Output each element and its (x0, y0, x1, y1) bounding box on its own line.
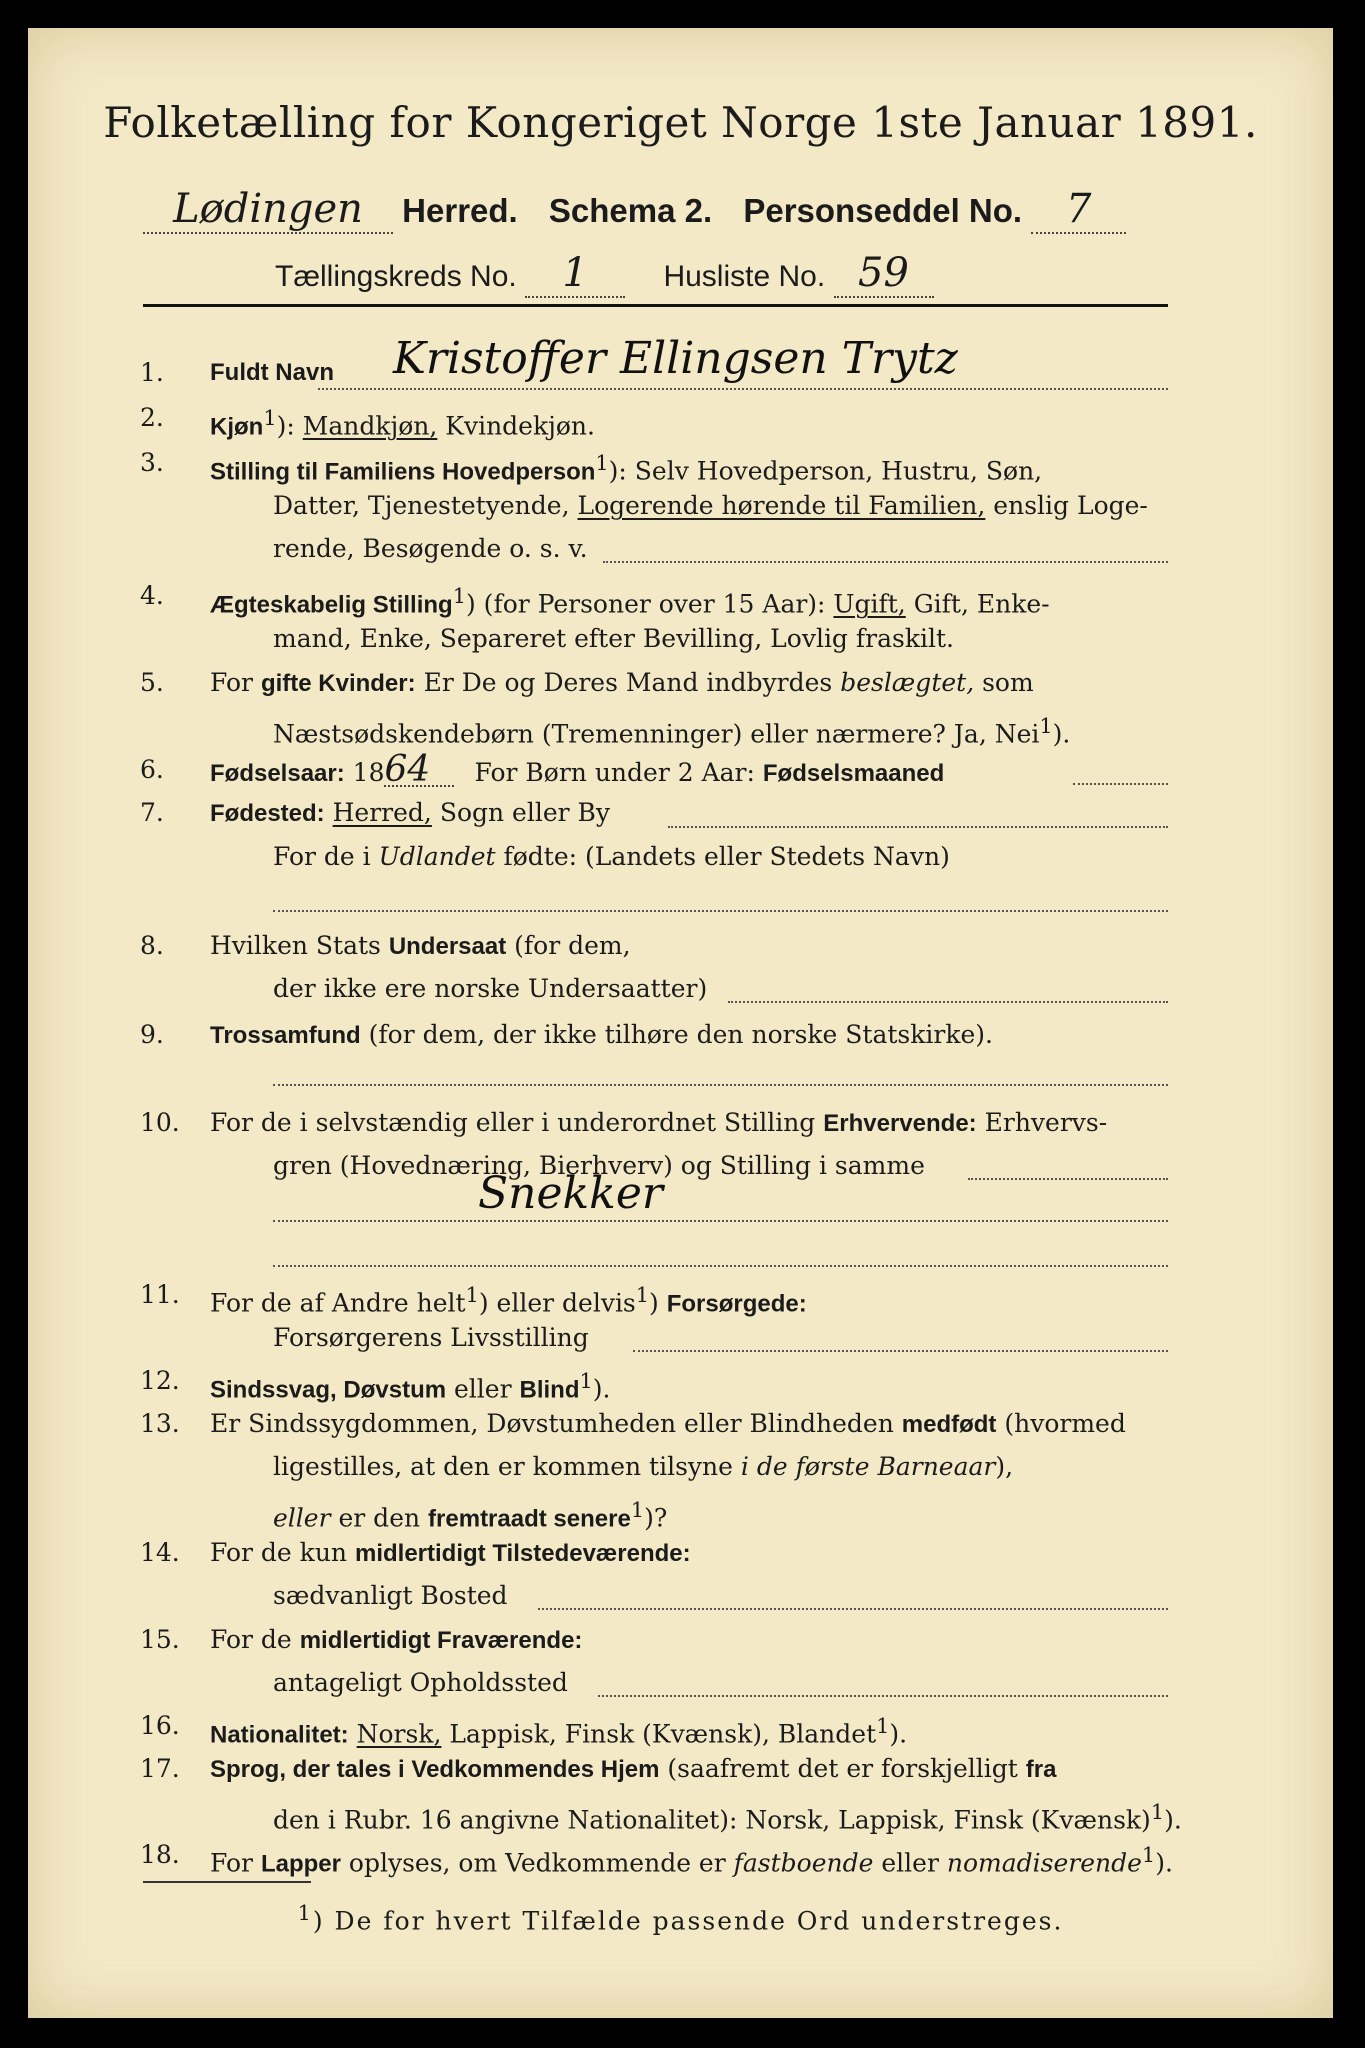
item-number: 11. (140, 1280, 180, 1309)
congenital-question-3: er den (330, 1503, 429, 1533)
provider-question: Forsørgerens Livsstilling (273, 1323, 589, 1352)
item-number: 3. (140, 448, 164, 477)
birth-year-prefix: 18 (344, 758, 385, 787)
marital-status-options-2: mand, Enke, Separeret efter Bevilling, Lovlig fraskilt. (273, 624, 954, 653)
married-women-question: Er De og Deres Mand indbyrdes (415, 668, 841, 697)
disability-label: Sindssvag, Døvstum (210, 1376, 447, 1404)
punct: )? (644, 1503, 668, 1533)
marital-status-selected: Ugift, (833, 589, 906, 619)
congenital-question-2: ligestilles, at den er kommen tilsyne (273, 1452, 741, 1481)
punct: ). (1052, 719, 1071, 749)
form-title: Folketælling for Kongeriget Norge 1ste Januar 1891. (103, 98, 1258, 147)
abroad-line (273, 910, 1168, 912)
disability-mid: eller (446, 1374, 520, 1404)
birthplace-line (668, 826, 1168, 828)
supported-mid: ) eller delvis (478, 1288, 636, 1318)
family-position-label: Stilling til Familiens Hovedperson (210, 458, 596, 486)
item-number: 12. (140, 1366, 180, 1395)
abroad-italic: Udlandet (378, 842, 496, 871)
birth-month-question: For Børn under 2 Aar: (474, 758, 763, 787)
footnote-mark: 1 (297, 1901, 313, 1925)
married-women-question-end: som (974, 668, 1034, 697)
item-number: 2. (140, 403, 164, 432)
full-name-value: Kristoffer Ellingsen Trytz (393, 333, 958, 384)
footnote-ref: 1 (876, 1714, 890, 1738)
birth-year-label: Fødselsaar: (210, 760, 345, 787)
item-number: 7. (140, 798, 164, 827)
footnote (28, 1901, 1333, 1935)
item-number: 13. (140, 1409, 180, 1438)
item-number: 4. (140, 581, 164, 610)
temp-absent-label: midlertidigt Fraværende: (299, 1627, 583, 1654)
congenital-prefix: Er Sindssygdommen, Døvstumheden eller Blindheden (210, 1409, 902, 1438)
married-women-prefix: For (210, 668, 261, 697)
footnote-ref: 1 (465, 1283, 479, 1307)
birth-month-label: Fødselsmaaned (762, 760, 945, 787)
usual-residence-line (538, 1608, 1168, 1610)
religion-label: Trossamfund (210, 1022, 361, 1049)
supported-sep: ) (649, 1288, 667, 1318)
item-number: 6. (140, 755, 164, 784)
family-position-options-3: rende, Besøgende o. s. v. (273, 534, 588, 563)
later-onset-label: fremtraadt senere (428, 1505, 631, 1533)
language-fra: fra (1025, 1756, 1057, 1783)
whereabouts-line (598, 1695, 1168, 1697)
punct: ). (889, 1719, 908, 1749)
birth-month-line (1073, 783, 1168, 785)
temp-present-prefix: For de kun (210, 1538, 355, 1567)
nationality-selected: Norsk, (356, 1719, 442, 1749)
footnote-text: ) De for hvert Tilfælde passende Ord understreges. (312, 1906, 1064, 1936)
item-number: 15. (140, 1625, 180, 1654)
family-position-options-1: ): Selv Hovedperson, Hustru, Søn, (608, 456, 1043, 486)
census-form-sheet (28, 28, 1333, 2018)
sami-question: oplyses, om Vedkommende er (340, 1848, 734, 1878)
item-number: 1. (140, 358, 164, 387)
footnote-rule (143, 1881, 311, 1883)
married-women-label: gifte Kvinder: (260, 670, 416, 697)
footnote-ref: 1 (263, 406, 277, 430)
subject-question: (for dem, (506, 931, 631, 960)
congenital-question: (hvormed (996, 1409, 1126, 1438)
abroad-question: fødte: (Landets eller Stedets Navn) (495, 842, 950, 871)
item-number: 17. (140, 1754, 180, 1783)
family-position-options-2a: Datter, Tjenestetyende, (273, 491, 578, 520)
full-name-label: Fuldt Navn (210, 359, 334, 386)
footnote-ref: 1 (452, 584, 466, 608)
full-name-line (318, 388, 1168, 390)
occupation-prefix: For de i selvstændig eller i underordnet Stilling (210, 1108, 824, 1137)
punct: ). (592, 1374, 611, 1404)
nationality-options: Lappisk, Finsk (Kvænsk), Blandet (441, 1719, 877, 1749)
birthplace-label: Fødested: (210, 800, 325, 827)
sami-prefix: For (210, 1848, 261, 1878)
occupation-line-2 (273, 1220, 1168, 1222)
marital-status-options: Gift, Enke- (905, 589, 1050, 619)
footnote-ref: 1 (579, 1369, 593, 1393)
personseddel-label: Personseddel No. (743, 192, 1023, 229)
punct: ). (1164, 1805, 1182, 1835)
supported-prefix: For de af Andre helt (210, 1288, 466, 1318)
subject-prefix: Hvilken Stats (210, 931, 389, 960)
whereabouts-question: antageligt Opholdssted (273, 1668, 568, 1697)
nationality-label: Nationalitet: (210, 1721, 349, 1749)
congenital-label: medfødt (901, 1411, 997, 1438)
taellingskreds-line (275, 250, 934, 298)
item-number: 16. (140, 1711, 180, 1740)
provider-line (633, 1350, 1168, 1352)
item-number: 10. (140, 1108, 180, 1137)
religion-question: (for dem, der ikke tilhøre den norske Statskirke). (360, 1020, 993, 1049)
footnote-ref: 1 (1141, 1843, 1156, 1867)
header-rule (143, 304, 1168, 307)
sami-settled: fastboende (733, 1848, 874, 1878)
family-position-selected: Logerende hørende til Familien, (577, 491, 986, 520)
punct: ), (995, 1452, 1014, 1481)
birth-year-value: 64 (384, 755, 454, 787)
schema-label: Schema 2. (548, 192, 713, 229)
taellingskreds-label: Tællingskreds No. (275, 260, 517, 293)
footnote-ref: 1 (1039, 714, 1053, 738)
religion-line (273, 1084, 1168, 1086)
sex-sep: ): (276, 411, 303, 441)
herred-value: Lødingen (143, 186, 393, 234)
footnote-ref: 1 (1150, 1800, 1165, 1824)
item-number: 8. (140, 931, 164, 960)
item-number: 9. (140, 1020, 164, 1049)
husliste-label: Husliste No. (663, 260, 826, 293)
blind-label: Blind (519, 1376, 580, 1404)
occupation-label: Erhvervende: (823, 1110, 977, 1137)
punct: ). (1155, 1848, 1173, 1878)
birthplace-selected: Herred, (332, 798, 432, 827)
congenital-eller: eller (273, 1503, 331, 1533)
item-number: 5. (140, 668, 164, 697)
item-number: 18. (140, 1840, 180, 1869)
congenital-italic: i de første Barneaar (740, 1452, 996, 1481)
marital-status-label: Ægteskabelig Stilling (210, 591, 453, 619)
sex-label: Kjøn (210, 413, 264, 441)
husliste-value: 59 (834, 250, 934, 298)
married-women-question-2: Næstsødskendebørn (Tremenninger) eller nærmere? Ja, Nei (273, 719, 1040, 749)
herred-label: Herred. (402, 192, 518, 229)
abroad-prefix: For de i (273, 842, 379, 871)
language-label: Sprog, der tales i Vedkommendes Hjem (210, 1756, 660, 1783)
subject-question-2: der ikke ere norske Undersaatter) (273, 974, 708, 1003)
subject-label: Undersaat (388, 933, 507, 960)
temp-present-label: midlertidigt Tilstedeværende: (354, 1540, 691, 1567)
footnote-ref: 1 (630, 1498, 645, 1522)
footnote-ref: 1 (595, 451, 609, 475)
occupation-question: Erhvervs- (976, 1108, 1108, 1137)
occupation-line-1 (968, 1178, 1168, 1180)
language-options: den i Rubr. 16 angivne Nationalitet): Norsk, Lappisk, Finsk (Kvænsk) (273, 1805, 1151, 1835)
sami-mid: eller (873, 1848, 947, 1878)
taellingskreds-value: 1 (525, 250, 625, 298)
marital-status-text: ) (for Personer over 15 Aar): (465, 589, 834, 619)
occupation-question-2: gren (Hovednæring, Bierhverv) og Stilling i samme (273, 1151, 925, 1180)
occupation-line-3 (273, 1265, 1168, 1267)
footnote-ref: 1 (635, 1283, 650, 1307)
sami-nomadic: nomadiserende (946, 1848, 1142, 1878)
occupation-value: Snekker (478, 1168, 663, 1219)
item-number: 14. (140, 1538, 180, 1567)
language-question: (saafremt det er forskjelligt (659, 1754, 1026, 1783)
temp-absent-prefix: For de (210, 1625, 300, 1654)
family-position-line (603, 561, 1168, 563)
personseddel-value: 7 (1031, 186, 1126, 234)
sex-option-female: Kvindekjøn. (437, 411, 595, 441)
married-women-italic: beslægtet, (840, 668, 975, 697)
sex-option-male: Mandkjøn, (302, 411, 438, 441)
birthplace-options: Sogn eller By (431, 798, 611, 827)
supported-label: Forsørgede: (666, 1290, 807, 1318)
sami-label: Lapper (260, 1850, 341, 1878)
family-position-options-2b: enslig Loge- (985, 491, 1148, 520)
subject-line (728, 1001, 1168, 1003)
herred-line (143, 186, 1126, 234)
usual-residence-question: sædvanligt Bosted (273, 1581, 508, 1610)
